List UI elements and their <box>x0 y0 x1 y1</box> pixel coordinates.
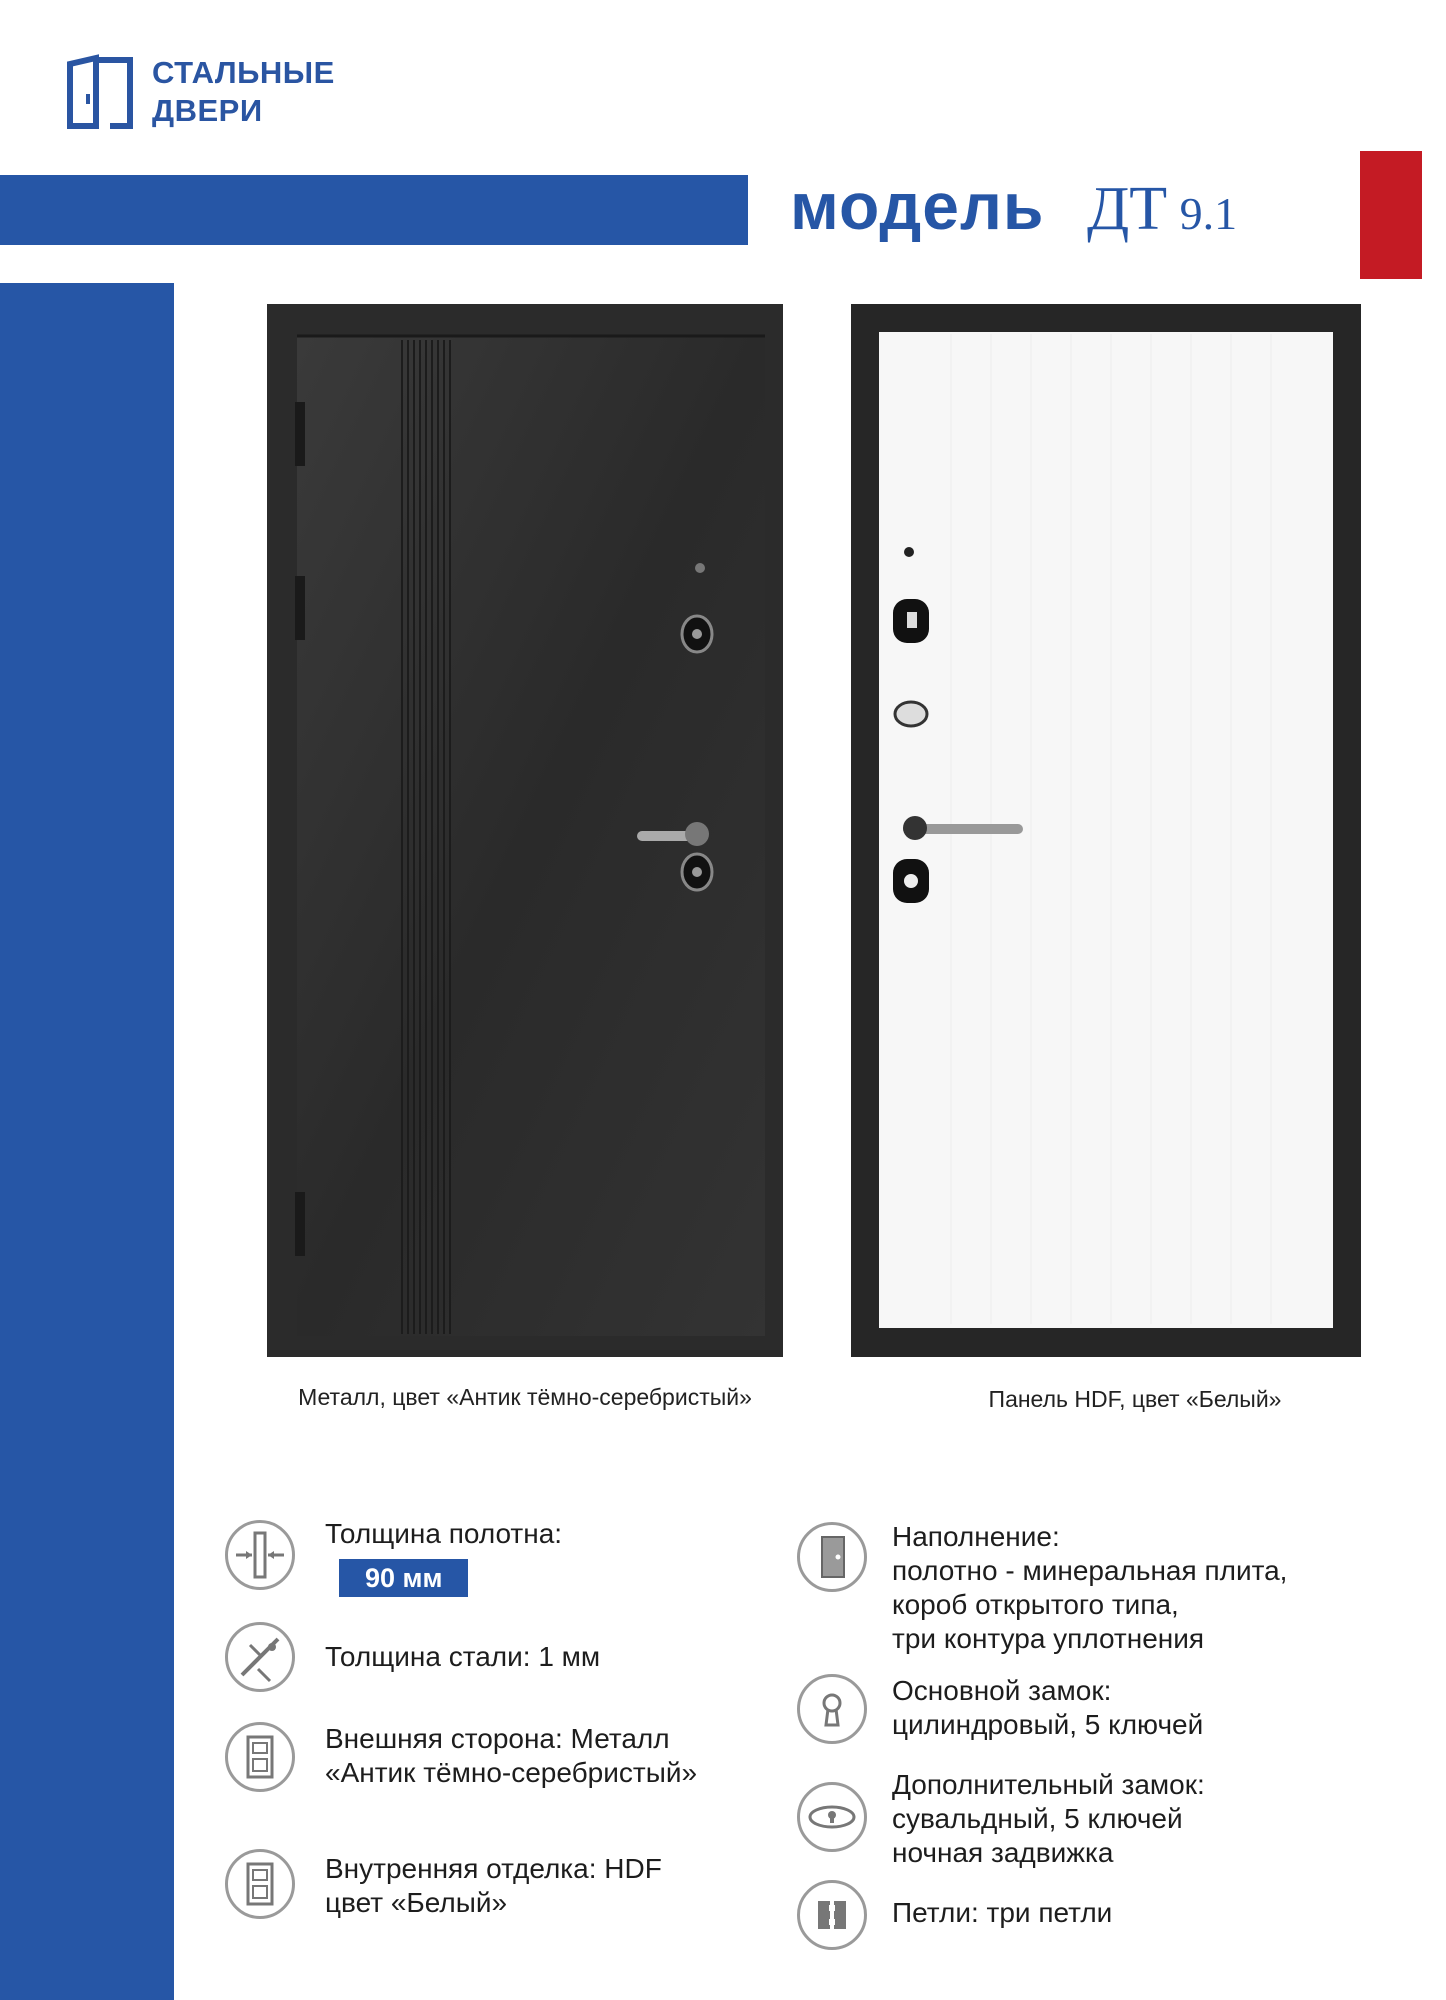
door-inner-image <box>851 304 1361 1357</box>
spec-outer-side <box>325 1722 697 1790</box>
side-blue-band <box>0 283 174 2000</box>
door-panel-icon <box>225 1722 295 1792</box>
brand-name-line1: СТАЛЬНЫЕ <box>152 55 335 90</box>
thickness-badge: 90 мм <box>339 1559 468 1597</box>
spec-filling <box>892 1520 1287 1656</box>
header-blue-stripe <box>0 175 748 245</box>
spec-filling-line1: Наполнение: <box>892 1521 1060 1552</box>
spec-inner-finish-line2: цвет «Белый» <box>325 1887 508 1918</box>
inner-door-caption: Панель HDF, цвет «Белый» <box>988 1386 1282 1412</box>
brand-logo <box>66 54 366 134</box>
model-title <box>790 168 1237 248</box>
hinges-icon <box>797 1880 867 1950</box>
spec-main-lock-line1: Основной замок: <box>892 1675 1112 1706</box>
spec-steel: Толщина стали: 1 мм <box>325 1641 601 1672</box>
spec-thickness-label: Толщина полотна: <box>325 1518 563 1549</box>
spec-outer-side-line2: «Антик тёмно-серебристый» <box>325 1757 698 1788</box>
spec-main-lock-line2: цилиндровый, 5 ключей <box>892 1709 1204 1740</box>
spec-filling-line2: полотно - минеральная плита, <box>892 1555 1288 1586</box>
caliper-icon <box>225 1622 295 1692</box>
spec-extra-lock-line1: Дополнительный замок: <box>892 1769 1205 1800</box>
door-logo-icon <box>66 54 136 130</box>
spec-filling-line3: короб открытого типа, <box>892 1589 1179 1620</box>
door-filling-icon <box>797 1522 867 1592</box>
spec-extra-lock-line3: ночная задвижка <box>892 1837 1114 1868</box>
spec-extra-lock-line2: сувальдный, 5 ключей <box>892 1803 1183 1834</box>
header-red-block <box>1360 151 1422 279</box>
model-code: ДТ <box>1086 175 1168 243</box>
spec-extra-lock <box>892 1768 1205 1870</box>
brand-name-line2: ДВЕРИ <box>152 93 263 128</box>
model-number: 9.1 <box>1179 188 1238 239</box>
spec-hinges: Петли: три петли <box>892 1897 1113 1928</box>
spec-inner-finish-line1: Внутренняя отделка: HDF <box>325 1853 662 1884</box>
spec-inner-finish <box>325 1852 662 1920</box>
brand-name <box>152 54 335 130</box>
spec-outer-side-line1: Внешняя сторона: Металл <box>325 1723 670 1754</box>
spec-thickness <box>325 1517 562 1597</box>
door-outer-image <box>267 304 783 1357</box>
keyhole-icon <box>797 1674 867 1744</box>
spec-main-lock <box>892 1674 1203 1742</box>
outer-door-caption: Металл, цвет «Антик тёмно-серебристый» <box>298 1384 752 1410</box>
lock-bolt-icon <box>797 1782 867 1852</box>
thickness-icon <box>225 1520 295 1590</box>
spec-filling-line4: три контура уплотнения <box>892 1623 1205 1654</box>
door-panel-icon <box>225 1849 295 1919</box>
model-word: модель <box>790 169 1045 243</box>
